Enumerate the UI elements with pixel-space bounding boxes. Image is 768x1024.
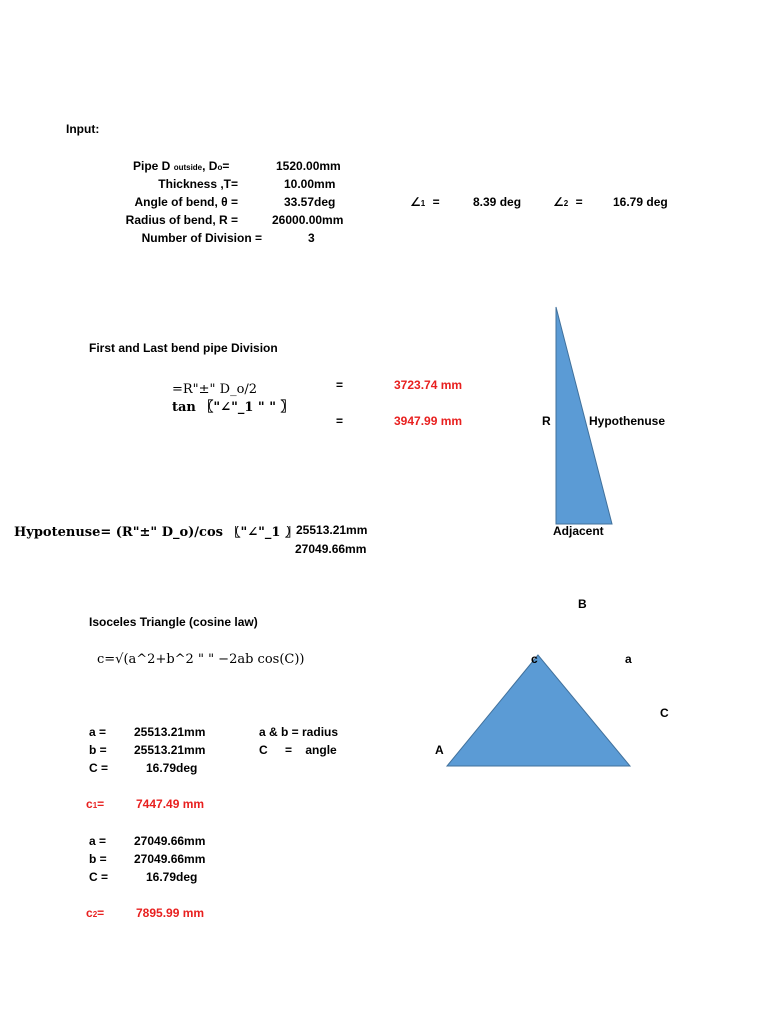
set2-c-label: C = (89, 870, 109, 884)
set2-result-value: 7895.99 mm (136, 906, 205, 920)
set1-b-label: b = (89, 743, 107, 757)
division-label: Number of Division = (141, 231, 262, 245)
input-heading: Input: (66, 122, 100, 136)
opposite-value-2: 3947.99 mm (394, 414, 463, 428)
hypotenuse-value-1: 25513.21mm (296, 523, 368, 537)
right-triangle-label-adjacent: Adjacent (553, 524, 604, 538)
note-radius: a & b = radius (259, 725, 339, 739)
set1-result-value: 7447.49 mm (136, 797, 205, 811)
isosceles-label-b-top: B (578, 597, 587, 611)
set2-result-label: c2= (86, 906, 105, 920)
first-last-heading: First and Last bend pipe Division (89, 341, 278, 355)
opposite-eq-2: = (336, 414, 344, 428)
thickness-label: Thickness ,T= (158, 177, 238, 191)
opposite-formula-line2: tan 〖"∠"_1 " " 〗 (172, 400, 294, 415)
hypotenuse-value-2: 27049.66mm (295, 542, 367, 556)
set1-result-label: c1= (86, 797, 105, 811)
isosceles-triangle-shape (447, 655, 630, 766)
pipe-diameter-value: 1520.00mm (276, 159, 341, 173)
isosceles-label-c-small: c (531, 652, 538, 666)
right-triangle-label-hypothenuse: Hypothenuse (589, 414, 666, 428)
opposite-eq-1: = (336, 378, 344, 392)
hypotenuse-formula: Hypotenuse= (R"±" D_o)/cos 〖"∠"_1 〗 (14, 526, 298, 540)
note-angle: C = angle (259, 743, 337, 757)
set1-a-value: 25513.21mm (134, 725, 206, 739)
set1-c-label: C = (89, 761, 109, 775)
isosceles-label-a: a (625, 652, 632, 666)
set2-a-label: a = (89, 834, 107, 848)
division-value: 3 (308, 231, 315, 245)
set1-c-value: 16.79deg (146, 761, 198, 775)
radius-of-bend-value: 26000.00mm (272, 213, 344, 227)
thickness-value: 10.00mm (284, 177, 336, 191)
set1-a-label: a = (89, 725, 107, 739)
set1-b-value: 25513.21mm (134, 743, 206, 757)
angle-1-label: ∠1 = (410, 195, 440, 209)
set2-c-value: 16.79deg (146, 870, 198, 884)
angle-of-bend-label: Angle of bend, θ = (134, 195, 238, 209)
set2-b-label: b = (89, 852, 107, 866)
pipe-diameter-label: Pipe D outside, Do= (133, 159, 230, 173)
isosceles-heading: Isoceles Triangle (cosine law) (89, 615, 258, 629)
right-triangle-label-r: R (542, 414, 551, 428)
set2-b-value: 27049.66mm (134, 852, 206, 866)
opposite-value-1: 3723.74 mm (394, 378, 463, 392)
radius-of-bend-label: Radius of bend, R = (125, 213, 238, 227)
angle-2-label: ∠2 = (553, 195, 583, 209)
isosceles-label-c-big: C (660, 706, 669, 720)
isosceles-label-a-big: A (435, 743, 444, 757)
angle-of-bend-value: 33.57deg (284, 195, 336, 209)
cosine-law-formula: c=√(a^2+b^2 " " −2ab cos(C)) (97, 652, 305, 667)
angle-2-value: 16.79 deg (613, 195, 668, 209)
set2-a-value: 27049.66mm (134, 834, 206, 848)
opposite-formula-line1: =R"±" D_o/2 (172, 382, 258, 397)
angle-1-value: 8.39 deg (473, 195, 522, 209)
